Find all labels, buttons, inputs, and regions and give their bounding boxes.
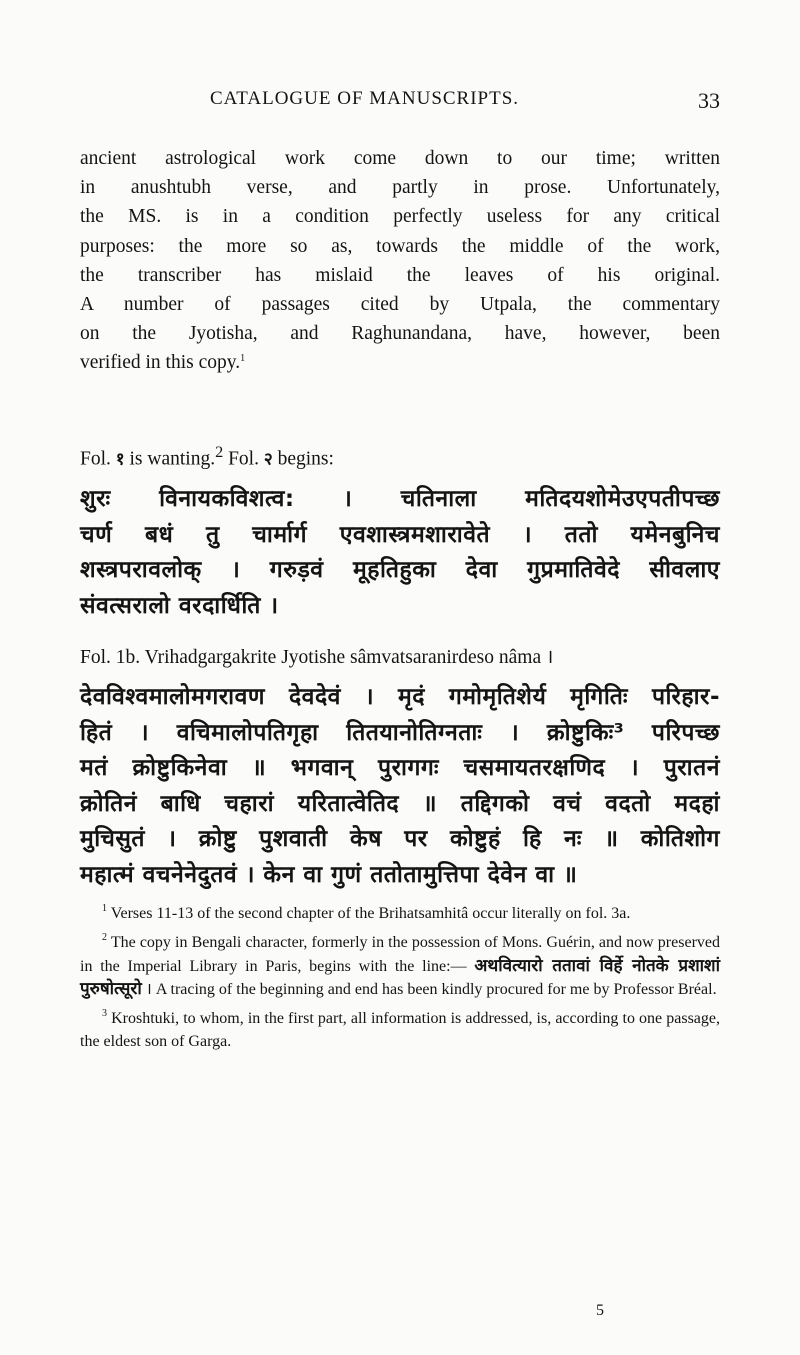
fol-1b-heading	[80, 643, 720, 672]
folio-number: १	[115, 449, 125, 470]
footnote-mark: 2	[102, 932, 107, 944]
footnote-mark: 1	[102, 903, 107, 914]
footnote-1	[80, 902, 720, 925]
fol-label: Fol.	[80, 448, 111, 470]
folio-number: २	[263, 449, 273, 470]
footnotes	[80, 902, 720, 1060]
text-line: the MS. is in a condition perfectly useless for any critical	[80, 206, 720, 228]
text-line: in anushtubh verse, and partly in prose. Unfortunately,	[80, 177, 720, 199]
footnote-2	[80, 931, 720, 1001]
footnote-text: Verses 11-13 of the second chapter of the Brihatsamhitâ occur literally on fol. 3a.	[110, 905, 631, 922]
sanskrit-passage-2	[80, 680, 720, 893]
sanskrit-line: मुचिसुतं । क्रोष्टु पुशवाती केष पर कोष्टुहं हि नः ॥ कोतिशोग	[80, 826, 720, 852]
running-head	[80, 88, 720, 118]
fol-text: begins:	[277, 448, 334, 470]
text-line-content: verified in this copy.	[80, 352, 241, 374]
running-title: CATALOGUE OF MANUSCRIPTS.	[210, 88, 520, 109]
sanskrit-line: चर्ण बधं तु चार्मार्ग एवशास्त्रमशारावेते । ततो यमेनबुनिच	[80, 521, 720, 548]
footnote-ref: 1	[240, 353, 246, 365]
text-line: ancient astrological work come down to our time; written	[80, 148, 720, 169]
intro-paragraph	[80, 144, 720, 378]
sanskrit-line: क्रोतिनं बाधि चहारां यरितात्वेतिद ॥ तद्दिगको वचं वदतो मदहां	[80, 790, 720, 817]
text-line: the transcriber has mislaid the leaves of his original.	[80, 264, 720, 286]
sanskrit-line: हितं । वचिमालोपतिगृहा तितयानोतिग्नताः । क्रोष्टुकिः³ परिपच्छ	[80, 719, 720, 746]
sanskrit-passage-1	[80, 482, 720, 624]
footnote-text: The copy in Bengali character, formerly in the possession of Mons. Guérin, and now preserved in the Imperial Library in Paris, begins with the line:—	[80, 934, 720, 975]
footnote-ref: 2	[215, 443, 224, 461]
footnote-text: । A tracing of the beginning and end has been kindly procured for me by Professor Bréal.	[145, 980, 717, 998]
sanskrit-line: शस्त्रपरावलोक् । गरुड़वं मूहतिहुका देवा गुप्रमातिवेदे सीवलाए	[80, 557, 720, 583]
sanskrit-line: शुरः विनायकविशत्व: । चतिनाला मतिदयशोमेउएपतीपच्छ	[80, 486, 720, 512]
page-number: 33	[698, 88, 720, 113]
footnote-text: Kroshtuki, to whom, in the first part, all information is addressed, is, according to one passage, the eldest son of Garga.	[80, 1010, 721, 1051]
footnote-mark: 3	[102, 1008, 107, 1020]
text-line: on the Jyotisha, and Raghunandana, have, however, been	[80, 323, 720, 345]
text-line	[80, 348, 720, 377]
fol-text: is wanting.	[129, 448, 216, 470]
sanskrit-line: संवत्सरालो वरदार्धिति ।	[80, 592, 279, 619]
footnote-3	[80, 1007, 720, 1054]
sanskrit-line: देवविश्वमालोमगरावण देवदेवं । मृदं गमोमृतिशेर्य मृगितिः परिहार-	[80, 684, 720, 710]
signature-mark: 5	[596, 1302, 604, 1319]
sanskrit-line: मतं क्रोष्टुकिनेवा ॥ भगवान् पुरागगः चसमायतरक्षणिद । पुरातनं	[80, 755, 720, 781]
folio-note	[80, 438, 720, 475]
fol-1b-text: Fol. 1b. Vrihadgargakrite Jyotishe sâmvatsaranirdeso nâma ।	[80, 647, 554, 668]
footnote-sanskrit: अथवित्यारो ततावां विर्हे नोतके प्रशाशां पुरुषोत्सूरो	[80, 955, 721, 999]
text-line: A number of passages cited by Utpala, the commentary	[80, 294, 720, 316]
fol-label: Fol.	[228, 448, 259, 470]
text-line: purposes: the more so as, towards the middle of the work,	[80, 235, 720, 257]
sanskrit-line: महात्मं वचनेनेदुतवं । केन वा गुणं ततोतामुत्तिपा देवेन वा ॥	[80, 861, 578, 888]
